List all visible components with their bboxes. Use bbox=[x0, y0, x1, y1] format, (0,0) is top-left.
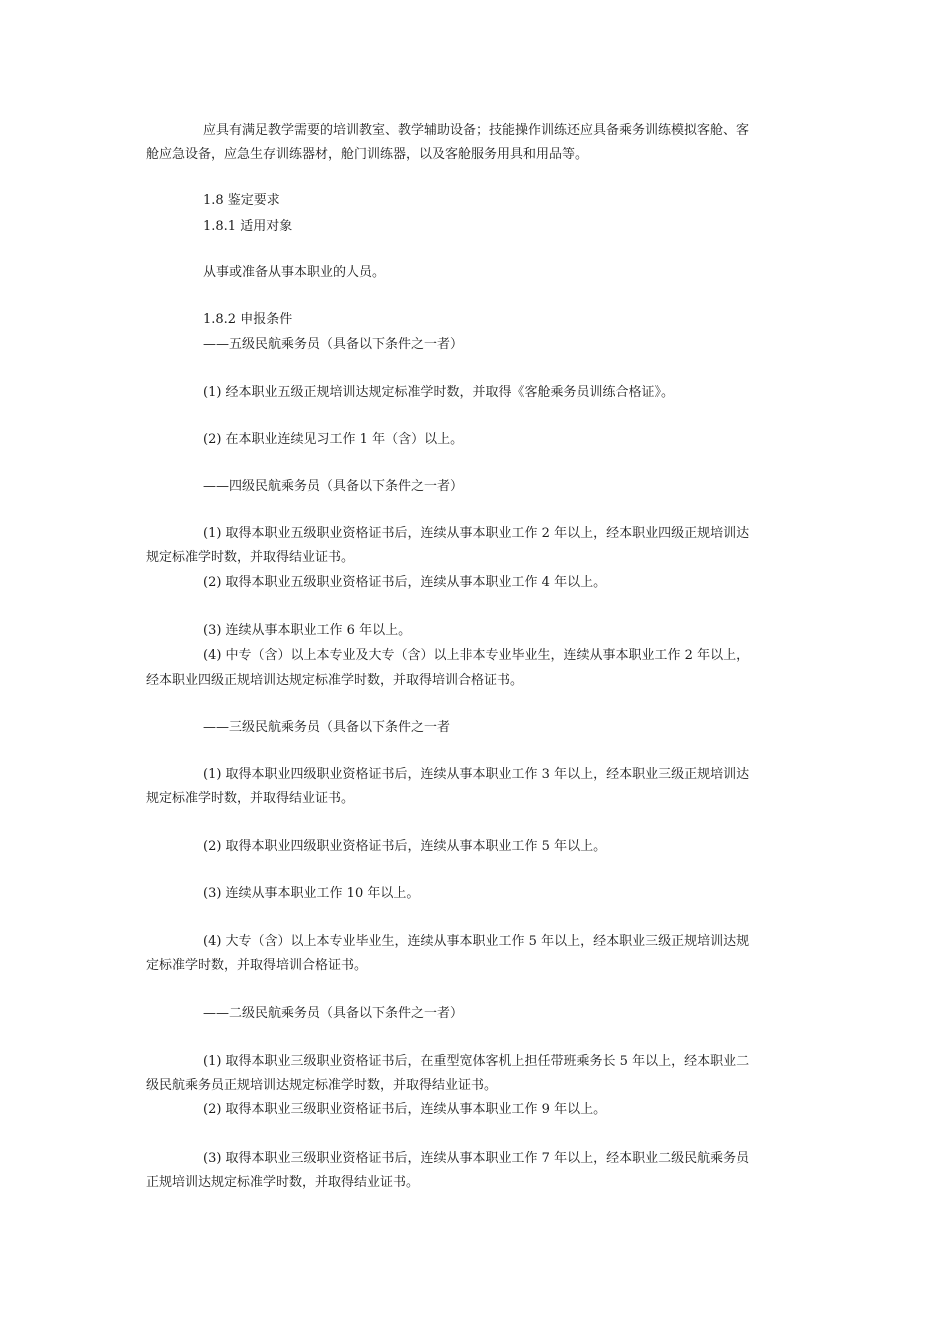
list-item-continuation: 规定标准学时数，并取得结业证书。 bbox=[146, 791, 355, 806]
list-item-continuation: 规定标准学时数，并取得结业证书。 bbox=[146, 550, 355, 565]
list-item: (1) 取得本职业五级职业资格证书后，连续从事本职业工作 2 年以上，经本职业四级正规培训达 bbox=[203, 526, 750, 541]
level-heading: ——五级民航乘务员（具备以下条件之一者） bbox=[203, 337, 464, 352]
list-item: (2) 取得本职业五级职业资格证书后，连续从事本职业工作 4 年以上。 bbox=[203, 575, 607, 590]
list-item-continuation: 正规培训达规定标准学时数，并取得结业证书。 bbox=[146, 1175, 420, 1190]
list-item: (4) 大专（含）以上本专业毕业生，连续从事本职业工作 5 年以上，经本职业三级正规培训达规 bbox=[203, 934, 750, 949]
list-item: (2) 取得本职业四级职业资格证书后，连续从事本职业工作 5 年以上。 bbox=[203, 839, 607, 854]
list-item: (3) 取得本职业三级职业资格证书后，连续从事本职业工作 7 年以上，经本职业二级民航乘务员 bbox=[203, 1151, 750, 1166]
level-heading: ——三级民航乘务员（具备以下条件之一者 bbox=[203, 720, 451, 735]
list-item: (2) 在本职业连续见习工作 1 年（含）以上。 bbox=[203, 432, 464, 447]
section-heading: 1.8.1 适用对象 bbox=[203, 219, 293, 234]
paragraph-line: 应具有满足教学需要的培训教室、教学辅助设备；技能操作训练还应具备乘务训练模拟客舱、客 bbox=[203, 123, 750, 138]
list-item-continuation: 级民航乘务员正规培训达规定标准学时数，并取得结业证书。 bbox=[146, 1078, 498, 1093]
list-item: (1) 取得本职业三级职业资格证书后，在重型宽体客机上担任带班乘务长 5 年以上，经本职业二 bbox=[203, 1054, 750, 1069]
list-item-continuation: 定标准学时数，并取得培训合格证书。 bbox=[146, 958, 368, 973]
list-item: (1) 经本职业五级正规培训达规定标准学时数，并取得《客舱乘务员训练合格证》。 bbox=[203, 385, 675, 400]
section-heading: 1.8 鉴定要求 bbox=[203, 193, 280, 208]
list-item-continuation: 经本职业四级正规培训达规定标准学时数，并取得培训合格证书。 bbox=[146, 673, 524, 688]
level-heading: ——二级民航乘务员（具备以下条件之一者） bbox=[203, 1006, 464, 1021]
list-item: (3) 连续从事本职业工作 6 年以上。 bbox=[203, 623, 412, 638]
list-item: (2) 取得本职业三级职业资格证书后，连续从事本职业工作 9 年以上。 bbox=[203, 1102, 607, 1117]
paragraph-line: 舱应急设备，应急生存训练器材，舱门训练器，以及客舱服务用具和用品等。 bbox=[146, 147, 589, 162]
list-item: (4) 中专（含）以上本专业及大专（含）以上非本专业毕业生，连续从事本职业工作 2 年以上， bbox=[203, 648, 750, 663]
list-item: (3) 连续从事本职业工作 10 年以上。 bbox=[203, 886, 420, 901]
level-heading: ——四级民航乘务员（具备以下条件之一者） bbox=[203, 479, 464, 494]
list-item: (1) 取得本职业四级职业资格证书后，连续从事本职业工作 3 年以上，经本职业三级正规培训达 bbox=[203, 767, 750, 782]
section-heading: 1.8.2 申报条件 bbox=[203, 312, 293, 327]
paragraph-line: 从事或准备从事本职业的人员。 bbox=[203, 265, 386, 280]
